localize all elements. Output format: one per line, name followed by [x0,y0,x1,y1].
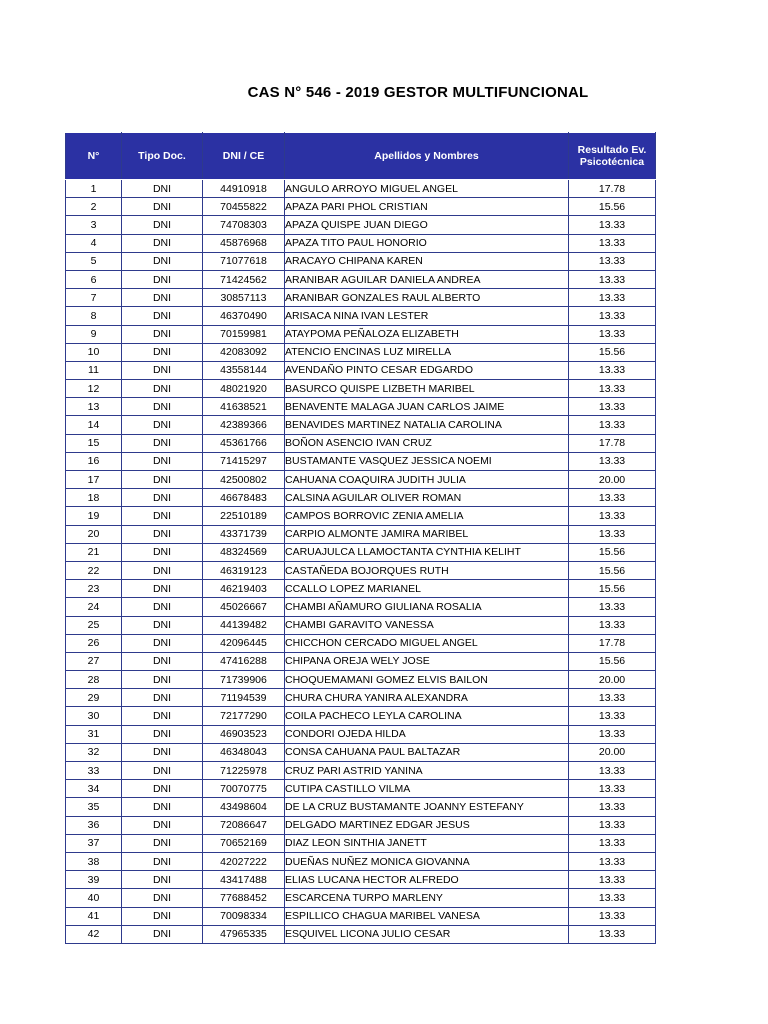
cell-dni: 42389366 [203,416,285,434]
cell-resultado: 13.33 [569,216,656,234]
cell-tipo-doc: DNI [122,561,203,579]
table-row [66,398,656,416]
cell-dni: 46319123 [203,561,285,579]
table-row [66,525,656,543]
cell-tipo-doc: DNI [122,762,203,780]
cell-resultado: 13.33 [569,325,656,343]
cell-dni: 42096445 [203,634,285,652]
cell-resultado: 13.33 [569,762,656,780]
cell-num: 40 [66,889,122,907]
cell-num: 41 [66,907,122,925]
cell-num: 2 [66,198,122,216]
table-row [66,561,656,579]
cell-tipo-doc: DNI [122,270,203,288]
cell-tipo-doc: DNI [122,852,203,870]
cell-resultado: 13.33 [569,452,656,470]
cell-num: 35 [66,798,122,816]
cell-dni: 46678483 [203,489,285,507]
cell-dni: 46903523 [203,725,285,743]
header-tipo-doc: Tipo Doc. [122,133,203,180]
cell-num: 4 [66,234,122,252]
table-row [66,707,656,725]
cell-nombre: CAHUANA COAQUIRA JUDITH JULIA [285,471,569,489]
cell-tipo-doc: DNI [122,489,203,507]
cell-num: 5 [66,252,122,270]
cell-nombre: CARPIO ALMONTE JAMIRA MARIBEL [285,525,569,543]
cell-num: 3 [66,216,122,234]
cell-resultado: 13.33 [569,270,656,288]
cell-nombre: ARISACA NINA IVAN LESTER [285,307,569,325]
cell-tipo-doc: DNI [122,634,203,652]
cell-nombre: CHAMBI AÑAMURO GIULIANA ROSALIA [285,598,569,616]
cell-dni: 43498604 [203,798,285,816]
cell-nombre: ESPILLICO CHAGUA MARIBEL VANESA [285,907,569,925]
cell-nombre: DIAZ LEON SINTHIA JANETT [285,834,569,852]
cell-resultado: 15.56 [569,652,656,670]
cell-tipo-doc: DNI [122,543,203,561]
table-row [66,507,656,525]
cell-resultado: 17.78 [569,434,656,452]
cell-nombre: DE LA CRUZ BUSTAMANTE JOANNY ESTEFANY [285,798,569,816]
cell-resultado: 13.33 [569,907,656,925]
cell-nombre: CHAMBI GARAVITO VANESSA [285,616,569,634]
cell-num: 17 [66,471,122,489]
cell-resultado: 17.78 [569,180,656,198]
cell-resultado: 13.33 [569,252,656,270]
cell-nombre: CARUAJULCA LLAMOCTANTA CYNTHIA KELIHT [285,543,569,561]
cell-tipo-doc: DNI [122,925,203,943]
cell-resultado: 13.33 [569,361,656,379]
table-row [66,616,656,634]
table-row [66,598,656,616]
cell-nombre: ESQUIVEL LICONA JULIO CESAR [285,925,569,943]
cell-resultado: 13.33 [569,798,656,816]
cell-nombre: ARANIBAR GONZALES RAUL ALBERTO [285,289,569,307]
cell-num: 34 [66,780,122,798]
cell-resultado: 15.56 [569,561,656,579]
cell-tipo-doc: DNI [122,398,203,416]
cell-dni: 70652169 [203,834,285,852]
cell-dni: 70159981 [203,325,285,343]
header-row [66,133,656,180]
cell-tipo-doc: DNI [122,198,203,216]
cell-resultado: 15.56 [569,198,656,216]
cell-dni: 44910918 [203,180,285,198]
cell-nombre: CRUZ PARI ASTRID YANINA [285,762,569,780]
table-row [66,416,656,434]
cell-resultado: 13.33 [569,507,656,525]
cell-num: 9 [66,325,122,343]
cell-dni: 71194539 [203,689,285,707]
cell-resultado: 13.33 [569,234,656,252]
cell-num: 15 [66,434,122,452]
cell-tipo-doc: DNI [122,834,203,852]
cell-num: 39 [66,871,122,889]
cell-num: 42 [66,925,122,943]
cell-num: 30 [66,707,122,725]
cell-resultado: 20.00 [569,743,656,761]
table-row [66,489,656,507]
cell-tipo-doc: DNI [122,580,203,598]
cell-num: 23 [66,580,122,598]
cell-tipo-doc: DNI [122,743,203,761]
table-row [66,252,656,270]
cell-nombre: BENAVIDES MARTINEZ NATALIA CAROLINA [285,416,569,434]
table-row [66,234,656,252]
cell-nombre: COILA PACHECO LEYLA CAROLINA [285,707,569,725]
cell-num: 18 [66,489,122,507]
cell-num: 36 [66,816,122,834]
cell-resultado: 13.33 [569,616,656,634]
cell-tipo-doc: DNI [122,434,203,452]
cell-resultado: 17.78 [569,634,656,652]
cell-tipo-doc: DNI [122,525,203,543]
cell-num: 25 [66,616,122,634]
cell-dni: 42500802 [203,471,285,489]
cell-num: 37 [66,834,122,852]
cell-num: 20 [66,525,122,543]
table-row [66,634,656,652]
cell-tipo-doc: DNI [122,652,203,670]
cell-dni: 46348043 [203,743,285,761]
cell-nombre: ATAYPOMA PEÑALOZA ELIZABETH [285,325,569,343]
cell-resultado: 13.33 [569,416,656,434]
cell-tipo-doc: DNI [122,325,203,343]
cell-dni: 46370490 [203,307,285,325]
cell-resultado: 13.33 [569,816,656,834]
cell-nombre: CHIPANA OREJA WELY JOSE [285,652,569,670]
table-row [66,216,656,234]
cell-resultado: 13.33 [569,707,656,725]
cell-resultado: 13.33 [569,725,656,743]
cell-resultado: 15.56 [569,543,656,561]
cell-num: 24 [66,598,122,616]
cell-nombre: DUEÑAS NUÑEZ MONICA GIOVANNA [285,852,569,870]
cell-resultado: 15.56 [569,580,656,598]
cell-resultado: 13.33 [569,380,656,398]
table-row [66,852,656,870]
cell-dni: 70098334 [203,907,285,925]
cell-nombre: ELIAS LUCANA HECTOR ALFREDO [285,871,569,889]
table-row [66,871,656,889]
cell-tipo-doc: DNI [122,871,203,889]
cell-dni: 48324569 [203,543,285,561]
cell-tipo-doc: DNI [122,780,203,798]
cell-nombre: ATENCIO ENCINAS LUZ MIRELLA [285,343,569,361]
cell-nombre: ARACAYO CHIPANA KAREN [285,252,569,270]
cell-num: 16 [66,452,122,470]
table-row [66,652,656,670]
cell-nombre: CCALLO LOPEZ MARIANEL [285,580,569,598]
cell-resultado: 13.33 [569,852,656,870]
cell-nombre: BUSTAMANTE VASQUEZ JESSICA NOEMI [285,452,569,470]
cell-dni: 77688452 [203,889,285,907]
cell-num: 13 [66,398,122,416]
cell-resultado: 13.33 [569,489,656,507]
cell-num: 26 [66,634,122,652]
cell-num: 11 [66,361,122,379]
cell-dni: 71225978 [203,762,285,780]
cell-nombre: BASURCO QUISPE LIZBETH MARIBEL [285,380,569,398]
cell-nombre: AVENDAÑO PINTO CESAR EDGARDO [285,361,569,379]
header-num: N° [66,133,122,180]
cell-dni: 45361766 [203,434,285,452]
cell-num: 10 [66,343,122,361]
cell-tipo-doc: DNI [122,452,203,470]
cell-tipo-doc: DNI [122,216,203,234]
table-row [66,925,656,943]
table-row [66,816,656,834]
cell-tipo-doc: DNI [122,671,203,689]
cell-num: 29 [66,689,122,707]
cell-tipo-doc: DNI [122,343,203,361]
cell-nombre: CASTAÑEDA BOJORQUES RUTH [285,561,569,579]
cell-nombre: APAZA TITO PAUL HONORIO [285,234,569,252]
cell-tipo-doc: DNI [122,689,203,707]
table-row [66,180,656,198]
cell-nombre: BENAVENTE MALAGA JUAN CARLOS JAIME [285,398,569,416]
cell-tipo-doc: DNI [122,471,203,489]
cell-resultado: 20.00 [569,471,656,489]
cell-dni: 42083092 [203,343,285,361]
table-row [66,834,656,852]
cell-dni: 41638521 [203,398,285,416]
cell-num: 32 [66,743,122,761]
table-row [66,434,656,452]
table-row [66,289,656,307]
cell-num: 38 [66,852,122,870]
cell-num: 21 [66,543,122,561]
cell-tipo-doc: DNI [122,252,203,270]
cell-num: 12 [66,380,122,398]
cell-num: 6 [66,270,122,288]
cell-resultado: 13.33 [569,289,656,307]
cell-tipo-doc: DNI [122,361,203,379]
cell-tipo-doc: DNI [122,307,203,325]
cell-num: 19 [66,507,122,525]
cell-dni: 43371739 [203,525,285,543]
cell-dni: 71077618 [203,252,285,270]
table-row [66,725,656,743]
cell-nombre: APAZA PARI PHOL CRISTIAN [285,198,569,216]
cell-tipo-doc: DNI [122,616,203,634]
cell-dni: 30857113 [203,289,285,307]
cell-dni: 43558144 [203,361,285,379]
cell-nombre: APAZA QUISPE JUAN DIEGO [285,216,569,234]
table-row [66,361,656,379]
cell-resultado: 13.33 [569,871,656,889]
table-row [66,907,656,925]
cell-num: 1 [66,180,122,198]
cell-num: 33 [66,762,122,780]
table-row [66,380,656,398]
cell-resultado: 20.00 [569,671,656,689]
cell-dni: 22510189 [203,507,285,525]
cell-dni: 71415297 [203,452,285,470]
table-row [66,780,656,798]
cell-resultado: 13.33 [569,398,656,416]
cell-nombre: DELGADO MARTINEZ EDGAR JESUS [285,816,569,834]
cell-nombre: ANGULO ARROYO MIGUEL ANGEL [285,180,569,198]
cell-num: 28 [66,671,122,689]
header-resultado: Resultado Ev. Psicotécnica [569,133,656,180]
table-row [66,762,656,780]
table-row [66,343,656,361]
cell-tipo-doc: DNI [122,907,203,925]
cell-dni: 72086647 [203,816,285,834]
cell-resultado: 13.33 [569,780,656,798]
cell-resultado: 13.33 [569,307,656,325]
cell-nombre: CALSINA AGUILAR OLIVER ROMAN [285,489,569,507]
cell-dni: 47416288 [203,652,285,670]
cell-dni: 72177290 [203,707,285,725]
cell-tipo-doc: DNI [122,289,203,307]
cell-nombre: CHURA CHURA YANIRA ALEXANDRA [285,689,569,707]
cell-tipo-doc: DNI [122,707,203,725]
document-title: CAS N° 546 - 2019 GESTOR MULTIFUNCIONAL [247,84,589,101]
cell-tipo-doc: DNI [122,598,203,616]
table-row [66,452,656,470]
cell-nombre: CUTIPA CASTILLO VILMA [285,780,569,798]
table-row [66,543,656,561]
cell-tipo-doc: DNI [122,380,203,398]
cell-resultado: 13.33 [569,689,656,707]
table-row [66,270,656,288]
table-row [66,689,656,707]
cell-tipo-doc: DNI [122,725,203,743]
table-row [66,325,656,343]
cell-num: 8 [66,307,122,325]
results-table [65,132,656,944]
table-row [66,471,656,489]
cell-nombre: BOÑON ASENCIO IVAN CRUZ [285,434,569,452]
cell-dni: 44139482 [203,616,285,634]
cell-resultado: 13.33 [569,525,656,543]
cell-nombre: CONSA CAHUANA PAUL BALTAZAR [285,743,569,761]
cell-dni: 48021920 [203,380,285,398]
cell-dni: 47965335 [203,925,285,943]
cell-nombre: CHOQUEMAMANI GOMEZ ELVIS BAILON [285,671,569,689]
cell-dni: 43417488 [203,871,285,889]
header-nombres: Apellidos y Nombres [285,133,569,180]
table-row [66,889,656,907]
table-row [66,798,656,816]
cell-dni: 71424562 [203,270,285,288]
cell-dni: 46219403 [203,580,285,598]
table-body [66,180,656,944]
cell-num: 14 [66,416,122,434]
cell-resultado: 13.33 [569,598,656,616]
cell-num: 31 [66,725,122,743]
header-dni: DNI / CE [203,133,285,180]
cell-nombre: ESCARCENA TURPO MARLENY [285,889,569,907]
cell-nombre: CAMPOS BORROVIC ZENIA AMELIA [285,507,569,525]
cell-nombre: ARANIBAR AGUILAR DANIELA ANDREA [285,270,569,288]
cell-dni: 70070775 [203,780,285,798]
cell-tipo-doc: DNI [122,816,203,834]
cell-dni: 71739906 [203,671,285,689]
cell-resultado: 13.33 [569,925,656,943]
cell-num: 22 [66,561,122,579]
cell-resultado: 15.56 [569,343,656,361]
table-row [66,307,656,325]
cell-num: 27 [66,652,122,670]
cell-tipo-doc: DNI [122,889,203,907]
cell-nombre: CHICCHON CERCADO MIGUEL ANGEL [285,634,569,652]
table-row [66,743,656,761]
table-header [66,133,656,180]
cell-dni: 45876968 [203,234,285,252]
table-row [66,580,656,598]
cell-tipo-doc: DNI [122,798,203,816]
cell-resultado: 13.33 [569,889,656,907]
cell-tipo-doc: DNI [122,507,203,525]
cell-tipo-doc: DNI [122,234,203,252]
cell-dni: 74708303 [203,216,285,234]
cell-dni: 70455822 [203,198,285,216]
cell-resultado: 13.33 [569,834,656,852]
cell-num: 7 [66,289,122,307]
cell-nombre: CONDORI OJEDA HILDA [285,725,569,743]
table-row [66,671,656,689]
cell-dni: 42027222 [203,852,285,870]
cell-tipo-doc: DNI [122,416,203,434]
cell-tipo-doc: DNI [122,180,203,198]
cell-dni: 45026667 [203,598,285,616]
table-row [66,198,656,216]
